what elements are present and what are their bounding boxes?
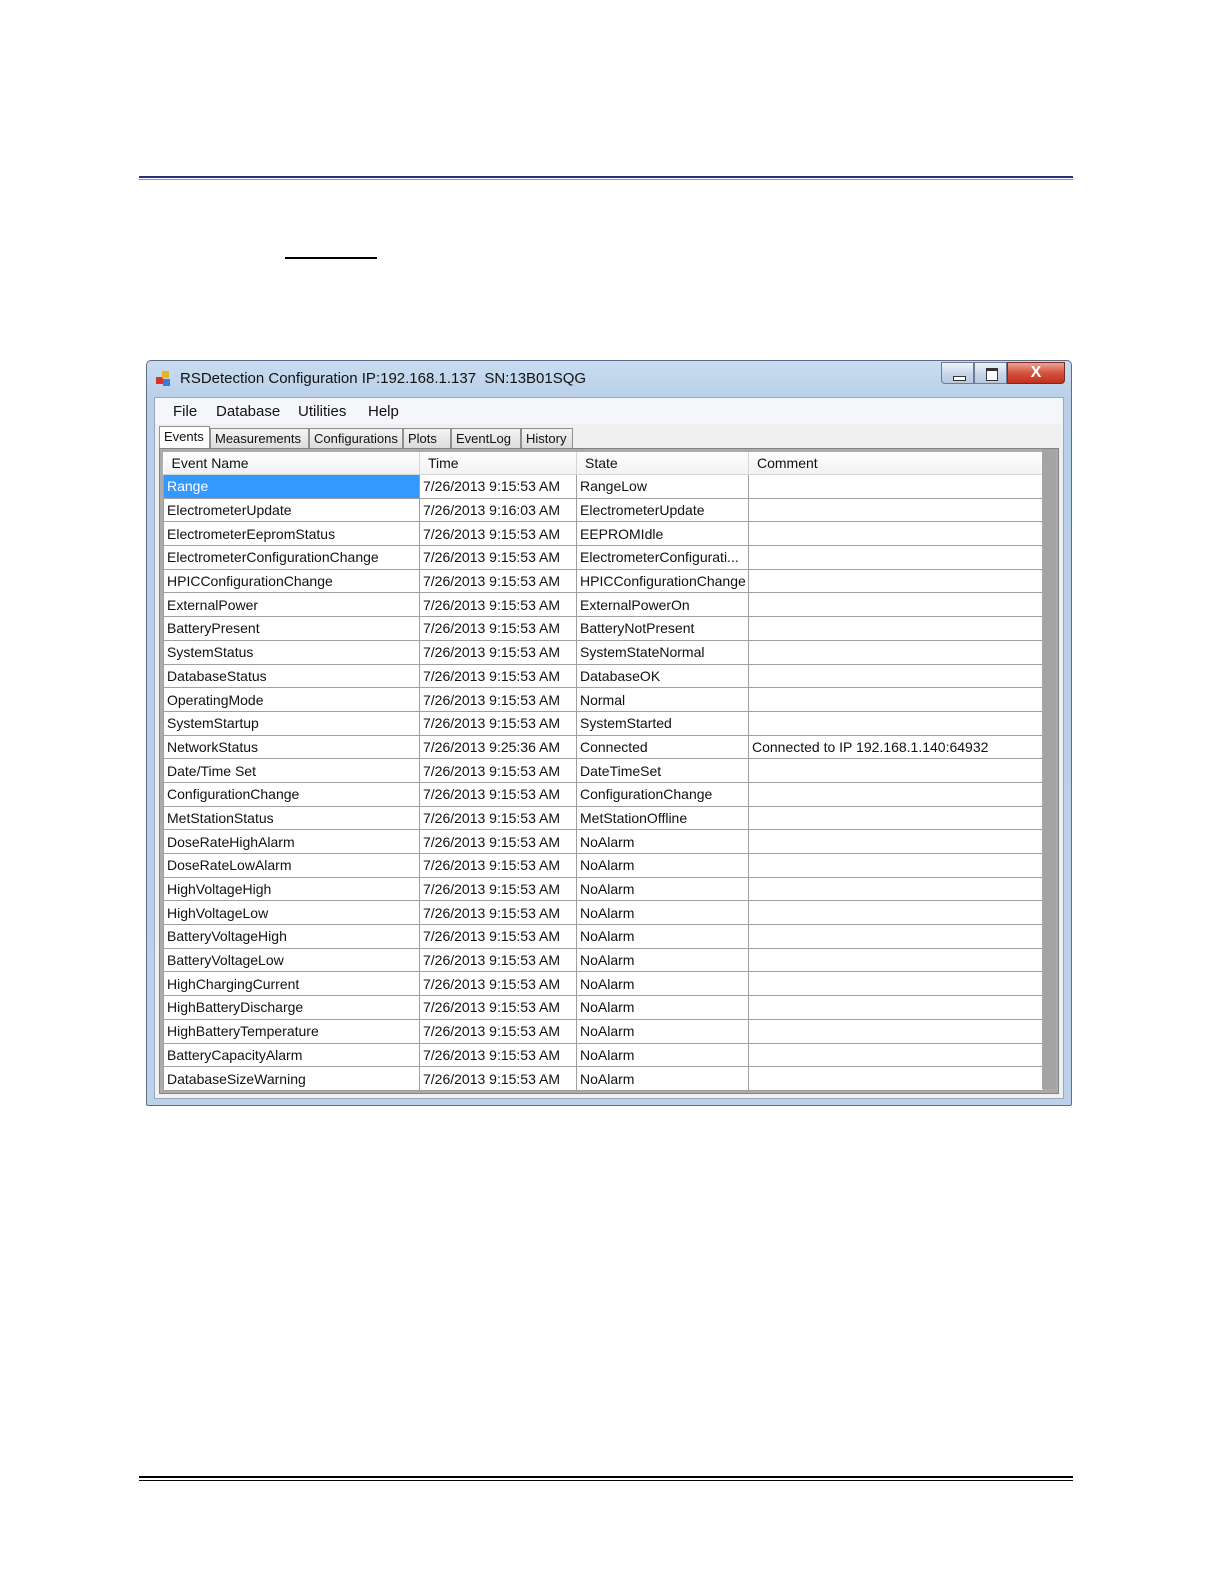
cell-time[interactable]: 7/26/2013 9:15:53 AM xyxy=(420,711,577,735)
tab-strip xyxy=(159,426,1059,448)
cell-event-name[interactable]: SystemStatus xyxy=(164,640,420,664)
cell-event-name[interactable]: Date/Time Set xyxy=(164,759,420,783)
cell-time[interactable]: 7/26/2013 9:15:53 AM xyxy=(420,925,577,949)
cell-comment[interactable] xyxy=(749,688,1044,712)
cell-time[interactable]: 7/26/2013 9:15:53 AM xyxy=(420,522,577,546)
cell-state[interactable]: NoAlarm xyxy=(577,996,749,1020)
tab-eventlog[interactable]: EventLog xyxy=(451,428,521,448)
cell-state[interactable]: ExternalPowerOn xyxy=(577,593,749,617)
cell-event-name[interactable]: HighVoltageLow xyxy=(164,901,420,925)
heading-underline xyxy=(285,257,377,259)
title-bar[interactable] xyxy=(147,361,1071,397)
cell-state[interactable]: NoAlarm xyxy=(577,1067,749,1091)
cell-state[interactable]: SystemStateNormal xyxy=(577,640,749,664)
cell-comment[interactable]: Connected to IP 192.168.1.140:64932 xyxy=(749,735,1044,759)
cell-event-name[interactable]: DoseRateHighAlarm xyxy=(164,830,420,854)
table-row[interactable] xyxy=(164,617,1044,641)
column-header-comment[interactable]: Comment xyxy=(749,452,1044,475)
cell-comment[interactable] xyxy=(749,475,1044,499)
table-row[interactable] xyxy=(164,759,1044,783)
table-row[interactable] xyxy=(164,830,1044,854)
cell-time[interactable]: 7/26/2013 9:15:53 AM xyxy=(420,640,577,664)
cell-event-name[interactable]: ExternalPower xyxy=(164,593,420,617)
table-row[interactable] xyxy=(164,546,1044,570)
table-row[interactable] xyxy=(164,901,1044,925)
cell-comment[interactable] xyxy=(749,854,1044,878)
column-header-event-name[interactable]: Event Name xyxy=(164,452,420,475)
cell-time[interactable]: 7/26/2013 9:15:53 AM xyxy=(420,569,577,593)
cell-comment[interactable] xyxy=(749,877,1044,901)
cell-comment[interactable] xyxy=(749,593,1044,617)
cell-state[interactable]: NoAlarm xyxy=(577,1019,749,1043)
table-row[interactable] xyxy=(164,806,1044,830)
cell-state[interactable]: Connected xyxy=(577,735,749,759)
cell-state[interactable]: HPICConfigurationChange xyxy=(577,569,749,593)
cell-time[interactable]: 7/26/2013 9:15:53 AM xyxy=(420,1019,577,1043)
menu-utilities[interactable]: Utilities xyxy=(298,403,347,420)
cell-event-name[interactable]: ElectrometerUpdate xyxy=(164,498,420,522)
tab-measurements[interactable]: Measurements xyxy=(210,428,309,448)
cell-state[interactable]: NoAlarm xyxy=(577,972,749,996)
cell-state[interactable]: DatabaseOK xyxy=(577,664,749,688)
cell-time[interactable]: 7/26/2013 9:15:53 AM xyxy=(420,688,577,712)
cell-time[interactable]: 7/26/2013 9:15:53 AM xyxy=(420,948,577,972)
cell-event-name[interactable]: BatteryPresent xyxy=(164,617,420,641)
header-rule xyxy=(139,176,1073,178)
menu-file[interactable]: File xyxy=(173,403,198,420)
cell-time[interactable]: 7/26/2013 9:15:53 AM xyxy=(420,759,577,783)
cell-event-name[interactable]: BatteryVoltageLow xyxy=(164,948,420,972)
cell-comment[interactable] xyxy=(749,925,1044,949)
column-header-time[interactable]: Time xyxy=(420,452,577,475)
cell-state[interactable]: NoAlarm xyxy=(577,925,749,949)
cell-event-name[interactable]: ElectrometerConfigurationChange xyxy=(164,546,420,570)
table-row[interactable] xyxy=(164,996,1044,1020)
cell-comment[interactable] xyxy=(749,546,1044,570)
maximize-button[interactable] xyxy=(974,362,1007,384)
cell-comment[interactable] xyxy=(749,948,1044,972)
table-row[interactable] xyxy=(164,972,1044,996)
cell-comment[interactable] xyxy=(749,569,1044,593)
table-row[interactable] xyxy=(164,475,1044,499)
cell-state[interactable]: BatteryNotPresent xyxy=(577,617,749,641)
table-row[interactable] xyxy=(164,593,1044,617)
cell-time[interactable]: 7/26/2013 9:15:53 AM xyxy=(420,806,577,830)
cell-event-name[interactable]: HighChargingCurrent xyxy=(164,972,420,996)
minimize-button[interactable] xyxy=(941,362,974,384)
cell-event-name[interactable]: MetStationStatus xyxy=(164,806,420,830)
table-header-row xyxy=(164,452,1044,475)
cell-comment[interactable] xyxy=(749,498,1044,522)
cell-comment[interactable] xyxy=(749,1043,1044,1067)
cell-event-name[interactable]: ElectrometerEepromStatus xyxy=(164,522,420,546)
app-window xyxy=(146,360,1072,1106)
table-row[interactable] xyxy=(164,1043,1044,1067)
cell-time[interactable]: 7/26/2013 9:16:03 AM xyxy=(420,498,577,522)
cell-comment[interactable] xyxy=(749,782,1044,806)
cell-time[interactable]: 7/26/2013 9:25:36 AM xyxy=(420,735,577,759)
cell-time[interactable]: 7/26/2013 9:15:53 AM xyxy=(420,901,577,925)
cell-comment[interactable] xyxy=(749,640,1044,664)
cell-time[interactable]: 7/26/2013 9:15:53 AM xyxy=(420,782,577,806)
tab-configurations[interactable]: Configurations xyxy=(309,428,403,448)
cell-comment[interactable] xyxy=(749,1019,1044,1043)
table-row[interactable] xyxy=(164,688,1044,712)
cell-comment[interactable] xyxy=(749,996,1044,1020)
menu-database[interactable]: Database xyxy=(216,403,281,420)
cell-comment[interactable] xyxy=(749,617,1044,641)
minimize-icon xyxy=(953,376,966,381)
cell-event-name[interactable]: DatabaseSizeWarning xyxy=(164,1067,420,1091)
events-grid-frame xyxy=(159,448,1059,1094)
cell-state[interactable]: ElectrometerUpdate xyxy=(577,498,749,522)
cell-state[interactable]: RangeLow xyxy=(577,475,749,499)
footer-rule xyxy=(139,1476,1073,1478)
cell-event-name[interactable]: ConfigurationChange xyxy=(164,782,420,806)
maximize-icon xyxy=(986,368,998,381)
table-row[interactable] xyxy=(164,877,1044,901)
tab-plots[interactable]: Plots xyxy=(403,428,451,448)
cell-time[interactable]: 7/26/2013 9:15:53 AM xyxy=(420,972,577,996)
cell-comment[interactable] xyxy=(749,830,1044,854)
cell-event-name[interactable]: HighBatteryDischarge xyxy=(164,996,420,1020)
cell-comment[interactable] xyxy=(749,711,1044,735)
cell-time[interactable]: 7/26/2013 9:15:53 AM xyxy=(420,1043,577,1067)
cell-time[interactable]: 7/26/2013 9:15:53 AM xyxy=(420,877,577,901)
cell-state[interactable]: NoAlarm xyxy=(577,854,749,878)
cell-time[interactable]: 7/26/2013 9:15:53 AM xyxy=(420,854,577,878)
cell-event-name[interactable]: HPICConfigurationChange xyxy=(164,569,420,593)
cell-time[interactable]: 7/26/2013 9:15:53 AM xyxy=(420,617,577,641)
cell-event-name[interactable]: NetworkStatus xyxy=(164,735,420,759)
cell-time[interactable]: 7/26/2013 9:15:53 AM xyxy=(420,475,577,499)
close-icon: X xyxy=(1030,364,1042,381)
table-row[interactable] xyxy=(164,711,1044,735)
menu-help[interactable]: Help xyxy=(368,403,399,420)
cell-event-name[interactable]: DatabaseStatus xyxy=(164,664,420,688)
tab-events[interactable]: Events xyxy=(159,426,210,448)
column-header-state[interactable]: State xyxy=(577,452,749,475)
cell-state[interactable]: NoAlarm xyxy=(577,901,749,925)
vertical-scrollbar[interactable] xyxy=(1042,449,1056,1089)
table-row[interactable] xyxy=(164,854,1044,878)
table-row[interactable] xyxy=(164,664,1044,688)
app-icon xyxy=(156,371,172,387)
cell-comment[interactable] xyxy=(749,901,1044,925)
cell-state[interactable]: NoAlarm xyxy=(577,1043,749,1067)
table-row[interactable] xyxy=(164,1067,1044,1091)
cell-comment[interactable] xyxy=(749,759,1044,783)
table-row[interactable] xyxy=(164,1019,1044,1043)
cell-state[interactable]: ConfigurationChange xyxy=(577,782,749,806)
cell-state[interactable]: Normal xyxy=(577,688,749,712)
tab-history[interactable]: History xyxy=(521,428,573,448)
table-row[interactable] xyxy=(164,782,1044,806)
cell-state[interactable]: DateTimeSet xyxy=(577,759,749,783)
cell-event-name[interactable]: DoseRateLowAlarm xyxy=(164,854,420,878)
cell-state[interactable]: MetStationOffline xyxy=(577,806,749,830)
events-table xyxy=(163,452,1044,1091)
window-title: RSDetection Configuration IP:192.168.1.137 SN:13B01SQG xyxy=(180,370,587,387)
footer-rule-thin xyxy=(139,1480,1073,1481)
close-button[interactable] xyxy=(1007,362,1065,384)
cell-state[interactable]: SystemStarted xyxy=(577,711,749,735)
table-row[interactable] xyxy=(164,735,1044,759)
client-area xyxy=(154,397,1064,1099)
cell-state[interactable]: NoAlarm xyxy=(577,877,749,901)
cell-state[interactable]: NoAlarm xyxy=(577,948,749,972)
cell-event-name[interactable]: BatteryCapacityAlarm xyxy=(164,1043,420,1067)
cell-event-name[interactable]: OperatingMode xyxy=(164,688,420,712)
table-row[interactable] xyxy=(164,569,1044,593)
cell-time[interactable]: 7/26/2013 9:15:53 AM xyxy=(420,1067,577,1091)
table-row[interactable] xyxy=(164,640,1044,664)
cell-comment[interactable] xyxy=(749,1067,1044,1091)
cell-event-name[interactable]: HighBatteryTemperature xyxy=(164,1019,420,1043)
cell-event-name[interactable]: HighVoltageHigh xyxy=(164,877,420,901)
table-row[interactable] xyxy=(164,522,1044,546)
table-body xyxy=(164,475,1044,1091)
table-row[interactable] xyxy=(164,948,1044,972)
cell-event-name[interactable]: BatteryVoltageHigh xyxy=(164,925,420,949)
cell-comment[interactable] xyxy=(749,522,1044,546)
cell-state[interactable]: ElectrometerConfigurati... xyxy=(577,546,749,570)
cell-time[interactable]: 7/26/2013 9:15:53 AM xyxy=(420,593,577,617)
cell-time[interactable]: 7/26/2013 9:15:53 AM xyxy=(420,996,577,1020)
table-row[interactable] xyxy=(164,925,1044,949)
cell-event-name[interactable]: Range xyxy=(164,475,420,499)
cell-comment[interactable] xyxy=(749,972,1044,996)
cell-event-name[interactable]: SystemStartup xyxy=(164,711,420,735)
cell-time[interactable]: 7/26/2013 9:15:53 AM xyxy=(420,664,577,688)
cell-comment[interactable] xyxy=(749,664,1044,688)
cell-state[interactable]: NoAlarm xyxy=(577,830,749,854)
cell-time[interactable]: 7/26/2013 9:15:53 AM xyxy=(420,546,577,570)
header-rule-thin xyxy=(139,179,1073,180)
cell-state[interactable]: EEPROMIdle xyxy=(577,522,749,546)
events-grid[interactable] xyxy=(163,452,1043,1086)
menu-bar xyxy=(155,398,1063,424)
table-row[interactable] xyxy=(164,498,1044,522)
cell-time[interactable]: 7/26/2013 9:15:53 AM xyxy=(420,830,577,854)
cell-comment[interactable] xyxy=(749,806,1044,830)
